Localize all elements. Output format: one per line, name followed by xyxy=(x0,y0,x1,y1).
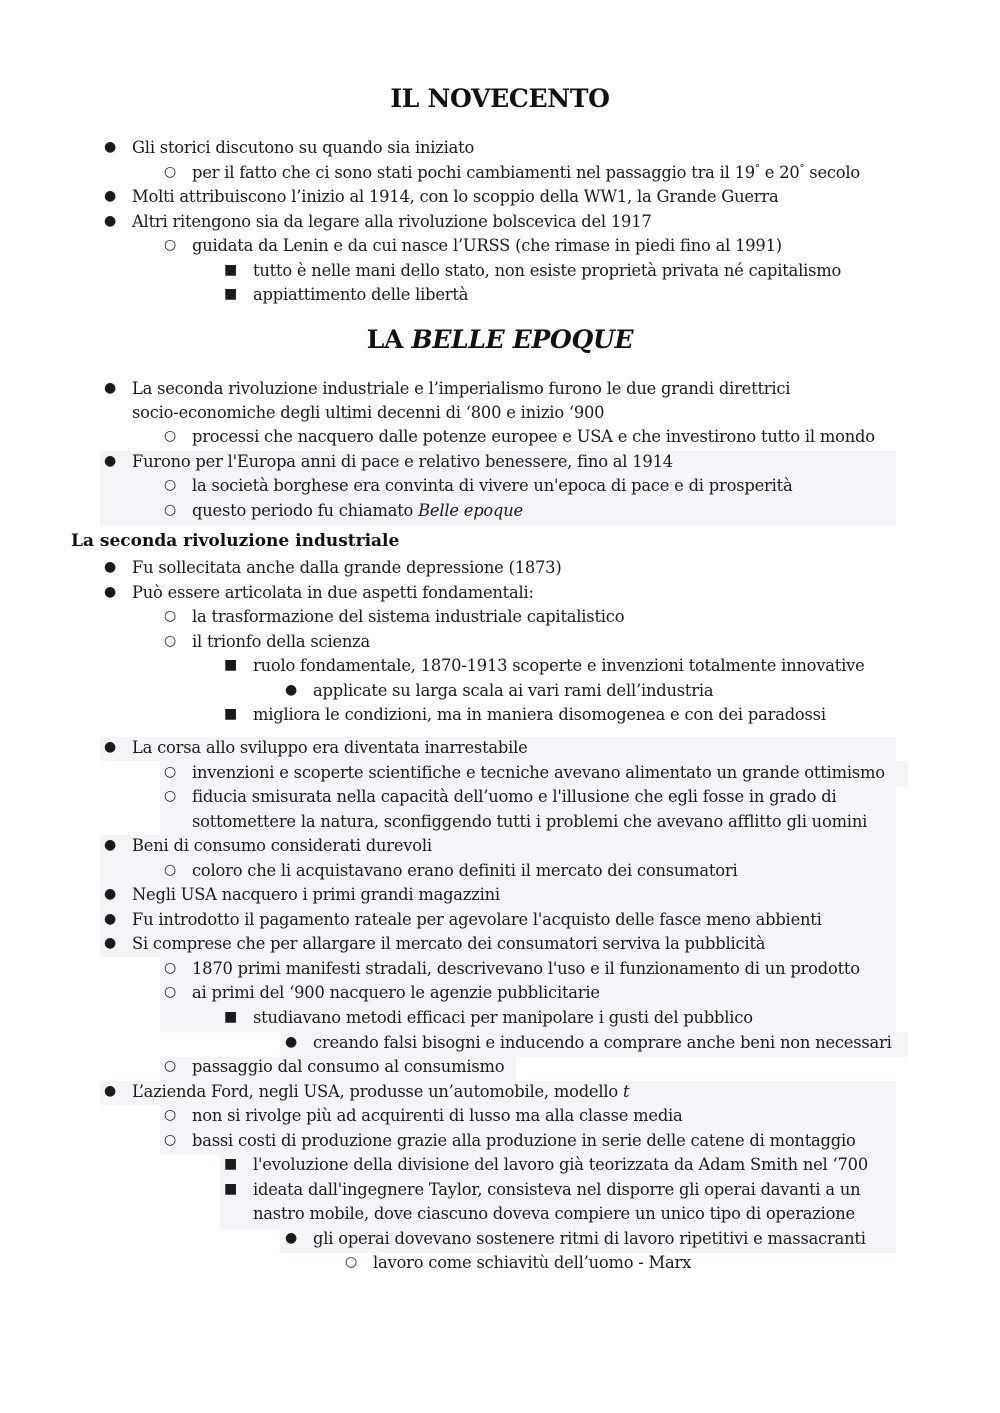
list-item-text: studiavano metodi efficaci per manipolare i gusti del pubblico xyxy=(253,1008,753,1027)
list-item-text: Beni di consumo considerati durevoli xyxy=(132,836,432,855)
bullet-circle-icon: ○ xyxy=(164,862,177,878)
bullet-disc-icon: ● xyxy=(104,1083,117,1099)
bullet-circle-icon: ○ xyxy=(164,608,177,624)
bullet-disc-icon: ● xyxy=(104,139,117,155)
subheading: La seconda rivoluzione industriale xyxy=(71,531,400,551)
bullet-disc-icon: ● xyxy=(104,911,117,927)
list-item-text: La seconda rivoluzione industriale e l’imperialismo furono le due grandi direttrici xyxy=(132,379,791,398)
bullet-square-icon: ■ xyxy=(224,657,238,673)
list-item-text: La corsa allo sviluppo era diventata inarrestabile xyxy=(132,738,528,757)
list-item-text: il trionfo della scienza xyxy=(192,632,371,651)
bullet-square-icon: ■ xyxy=(224,1156,238,1172)
bullet-disc-icon: ● xyxy=(285,1230,298,1246)
list-item-text: non si rivolge più ad acquirenti di lusso ma alla classe media xyxy=(192,1106,683,1125)
bullet-circle-icon: ○ xyxy=(345,1254,358,1270)
list-item-text: Altri ritengono sia da legare alla rivoluzione bolscevica del 1917 xyxy=(132,212,652,231)
list-item-text: bassi costi di produzione grazie alla produzione in serie delle catene di montaggio xyxy=(192,1131,856,1150)
bullet-disc-icon: ● xyxy=(104,935,117,951)
bullet-disc-icon: ● xyxy=(285,1034,298,1050)
bullet-disc-icon: ● xyxy=(104,213,117,229)
list-item-text: Molti attribuiscono l’inizio al 1914, con lo scoppio della WW1, la Grande Guerra xyxy=(132,187,779,206)
list-item-text: guidata da Lenin e da cui nasce l’URSS (che rimase in piedi fino al 1991) xyxy=(192,236,782,255)
list-item-text: lavoro come schiavitù dell’uomo - Marx xyxy=(373,1253,692,1272)
list-item-text: socio-economiche degli ultimi decenni di ‘800 e inizio ‘900 xyxy=(132,403,605,422)
list-item-text: l'evoluzione della divisione del lavoro già teorizzata da Adam Smith nel ‘700 xyxy=(253,1155,868,1174)
bullet-circle-icon: ○ xyxy=(164,1107,177,1123)
list-item-text: nastro mobile, dove ciascuno doveva compiere un unico tipo di operazione xyxy=(253,1204,855,1223)
bullet-circle-icon: ○ xyxy=(164,1132,177,1148)
bullet-disc-icon: ● xyxy=(104,559,117,575)
bullet-disc-icon: ● xyxy=(104,837,117,853)
list-item-text: la trasformazione del sistema industriale capitalistico xyxy=(192,607,625,626)
list-item-text: processi che nacquero dalle potenze europee e USA e che investirono tutto il mondo xyxy=(192,427,875,446)
list-item-text: per il fatto che ci sono stati pochi cambiamenti nel passaggio tra il 19° e 20° secolo xyxy=(192,163,861,182)
bullet-circle-icon: ○ xyxy=(164,984,177,1000)
bullet-circle-icon: ○ xyxy=(164,633,177,649)
list-item-text: Fu sollecitata anche dalla grande depressione (1873) xyxy=(132,558,562,577)
bullet-disc-icon: ● xyxy=(285,682,298,698)
bullet-circle-icon: ○ xyxy=(164,960,177,976)
list-item-text: creando falsi bisogni e inducendo a comprare anche beni non necessari xyxy=(313,1033,892,1052)
list-item-text: fiducia smisurata nella capacità dell’uomo e l'illusione che egli fosse in grado di xyxy=(192,787,837,806)
bullet-square-icon: ■ xyxy=(224,286,238,302)
list-item-text: 1870 primi manifesti stradali, descrivevano l'uso e il funzionamento di un prodotto xyxy=(192,959,860,978)
bullet-disc-icon: ● xyxy=(104,886,117,902)
list-item-text: Furono per l'Europa anni di pace e relativo benessere, fino al 1914 xyxy=(132,452,673,471)
list-item-text: Può essere articolata in due aspetti fondamentali: xyxy=(132,583,534,602)
bullet-square-icon: ■ xyxy=(224,1181,238,1197)
list-item-text: L’azienda Ford, negli USA, produsse un’automobile, modello t xyxy=(132,1082,630,1101)
list-item-text: ideata dall'ingegnere Taylor, consisteva nel disporre gli operai davanti a un xyxy=(253,1180,861,1199)
list-item-text: Negli USA nacquero i primi grandi magazzini xyxy=(132,885,500,904)
list-item-text: Fu introdotto il pagamento rateale per agevolare l'acquisto delle fasce meno abbienti xyxy=(132,910,822,929)
list-item-text: appiattimento delle libertà xyxy=(253,285,469,304)
list-item-text: applicate su larga scala ai vari rami dell’industria xyxy=(313,681,714,700)
list-item-text: gli operai dovevano sostenere ritmi di lavoro ripetitivi e massacranti xyxy=(313,1229,866,1248)
bullet-circle-icon: ○ xyxy=(164,764,177,780)
bullet-circle-icon: ○ xyxy=(164,477,177,493)
bullet-circle-icon: ○ xyxy=(164,237,177,253)
bullet-circle-icon: ○ xyxy=(164,164,177,180)
bullet-disc-icon: ● xyxy=(104,380,117,396)
bullet-disc-icon: ● xyxy=(104,584,117,600)
list-item-text: coloro che li acquistavano erano definiti il mercato dei consumatori xyxy=(192,861,738,880)
list-item-text: invenzioni e scoperte scientifiche e tecniche avevano alimentato un grande ottimismo xyxy=(192,763,885,782)
list-item-text: tutto è nelle mani dello stato, non esiste proprietà privata né capitalismo xyxy=(253,261,842,280)
list-item-text: sottomettere la natura, sconfiggendo tutti i problemi che avevano afflitto gli uomini xyxy=(192,812,868,831)
bullet-circle-icon: ○ xyxy=(164,502,177,518)
list-item-text: Si comprese che per allargare il mercato dei consumatori serviva la pubblicità xyxy=(132,934,766,953)
list-item-text: ai primi del ‘900 nacquero le agenzie pubblicitarie xyxy=(192,983,600,1002)
bullet-disc-icon: ● xyxy=(104,453,117,469)
list-item-text: Gli storici discutono su quando sia iniziato xyxy=(132,138,475,157)
bullet-square-icon: ■ xyxy=(224,706,238,722)
bullet-disc-icon: ● xyxy=(104,188,117,204)
bullet-circle-icon: ○ xyxy=(164,788,177,804)
list-item-text: migliora le condizioni, ma in maniera disomogenea e con dei paradossi xyxy=(253,705,826,724)
list-item-text: passaggio dal consumo al consumismo xyxy=(192,1057,505,1076)
section-title: LA BELLE EPOQUE xyxy=(366,325,634,354)
page-title: IL NOVECENTO xyxy=(390,84,610,113)
bullet-circle-icon: ○ xyxy=(164,1058,177,1074)
bullet-disc-icon: ● xyxy=(104,739,117,755)
list-item-text: questo periodo fu chiamato Belle epoque xyxy=(192,501,523,520)
list-item-text: la società borghese era convinta di vivere un'epoca di pace e di prosperità xyxy=(192,476,793,495)
bullet-circle-icon: ○ xyxy=(164,428,177,444)
bullet-square-icon: ■ xyxy=(224,1009,238,1025)
bullet-square-icon: ■ xyxy=(224,262,238,278)
list-item-text: ruolo fondamentale, 1870-1913 scoperte e invenzioni totalmente innovative xyxy=(253,656,865,675)
